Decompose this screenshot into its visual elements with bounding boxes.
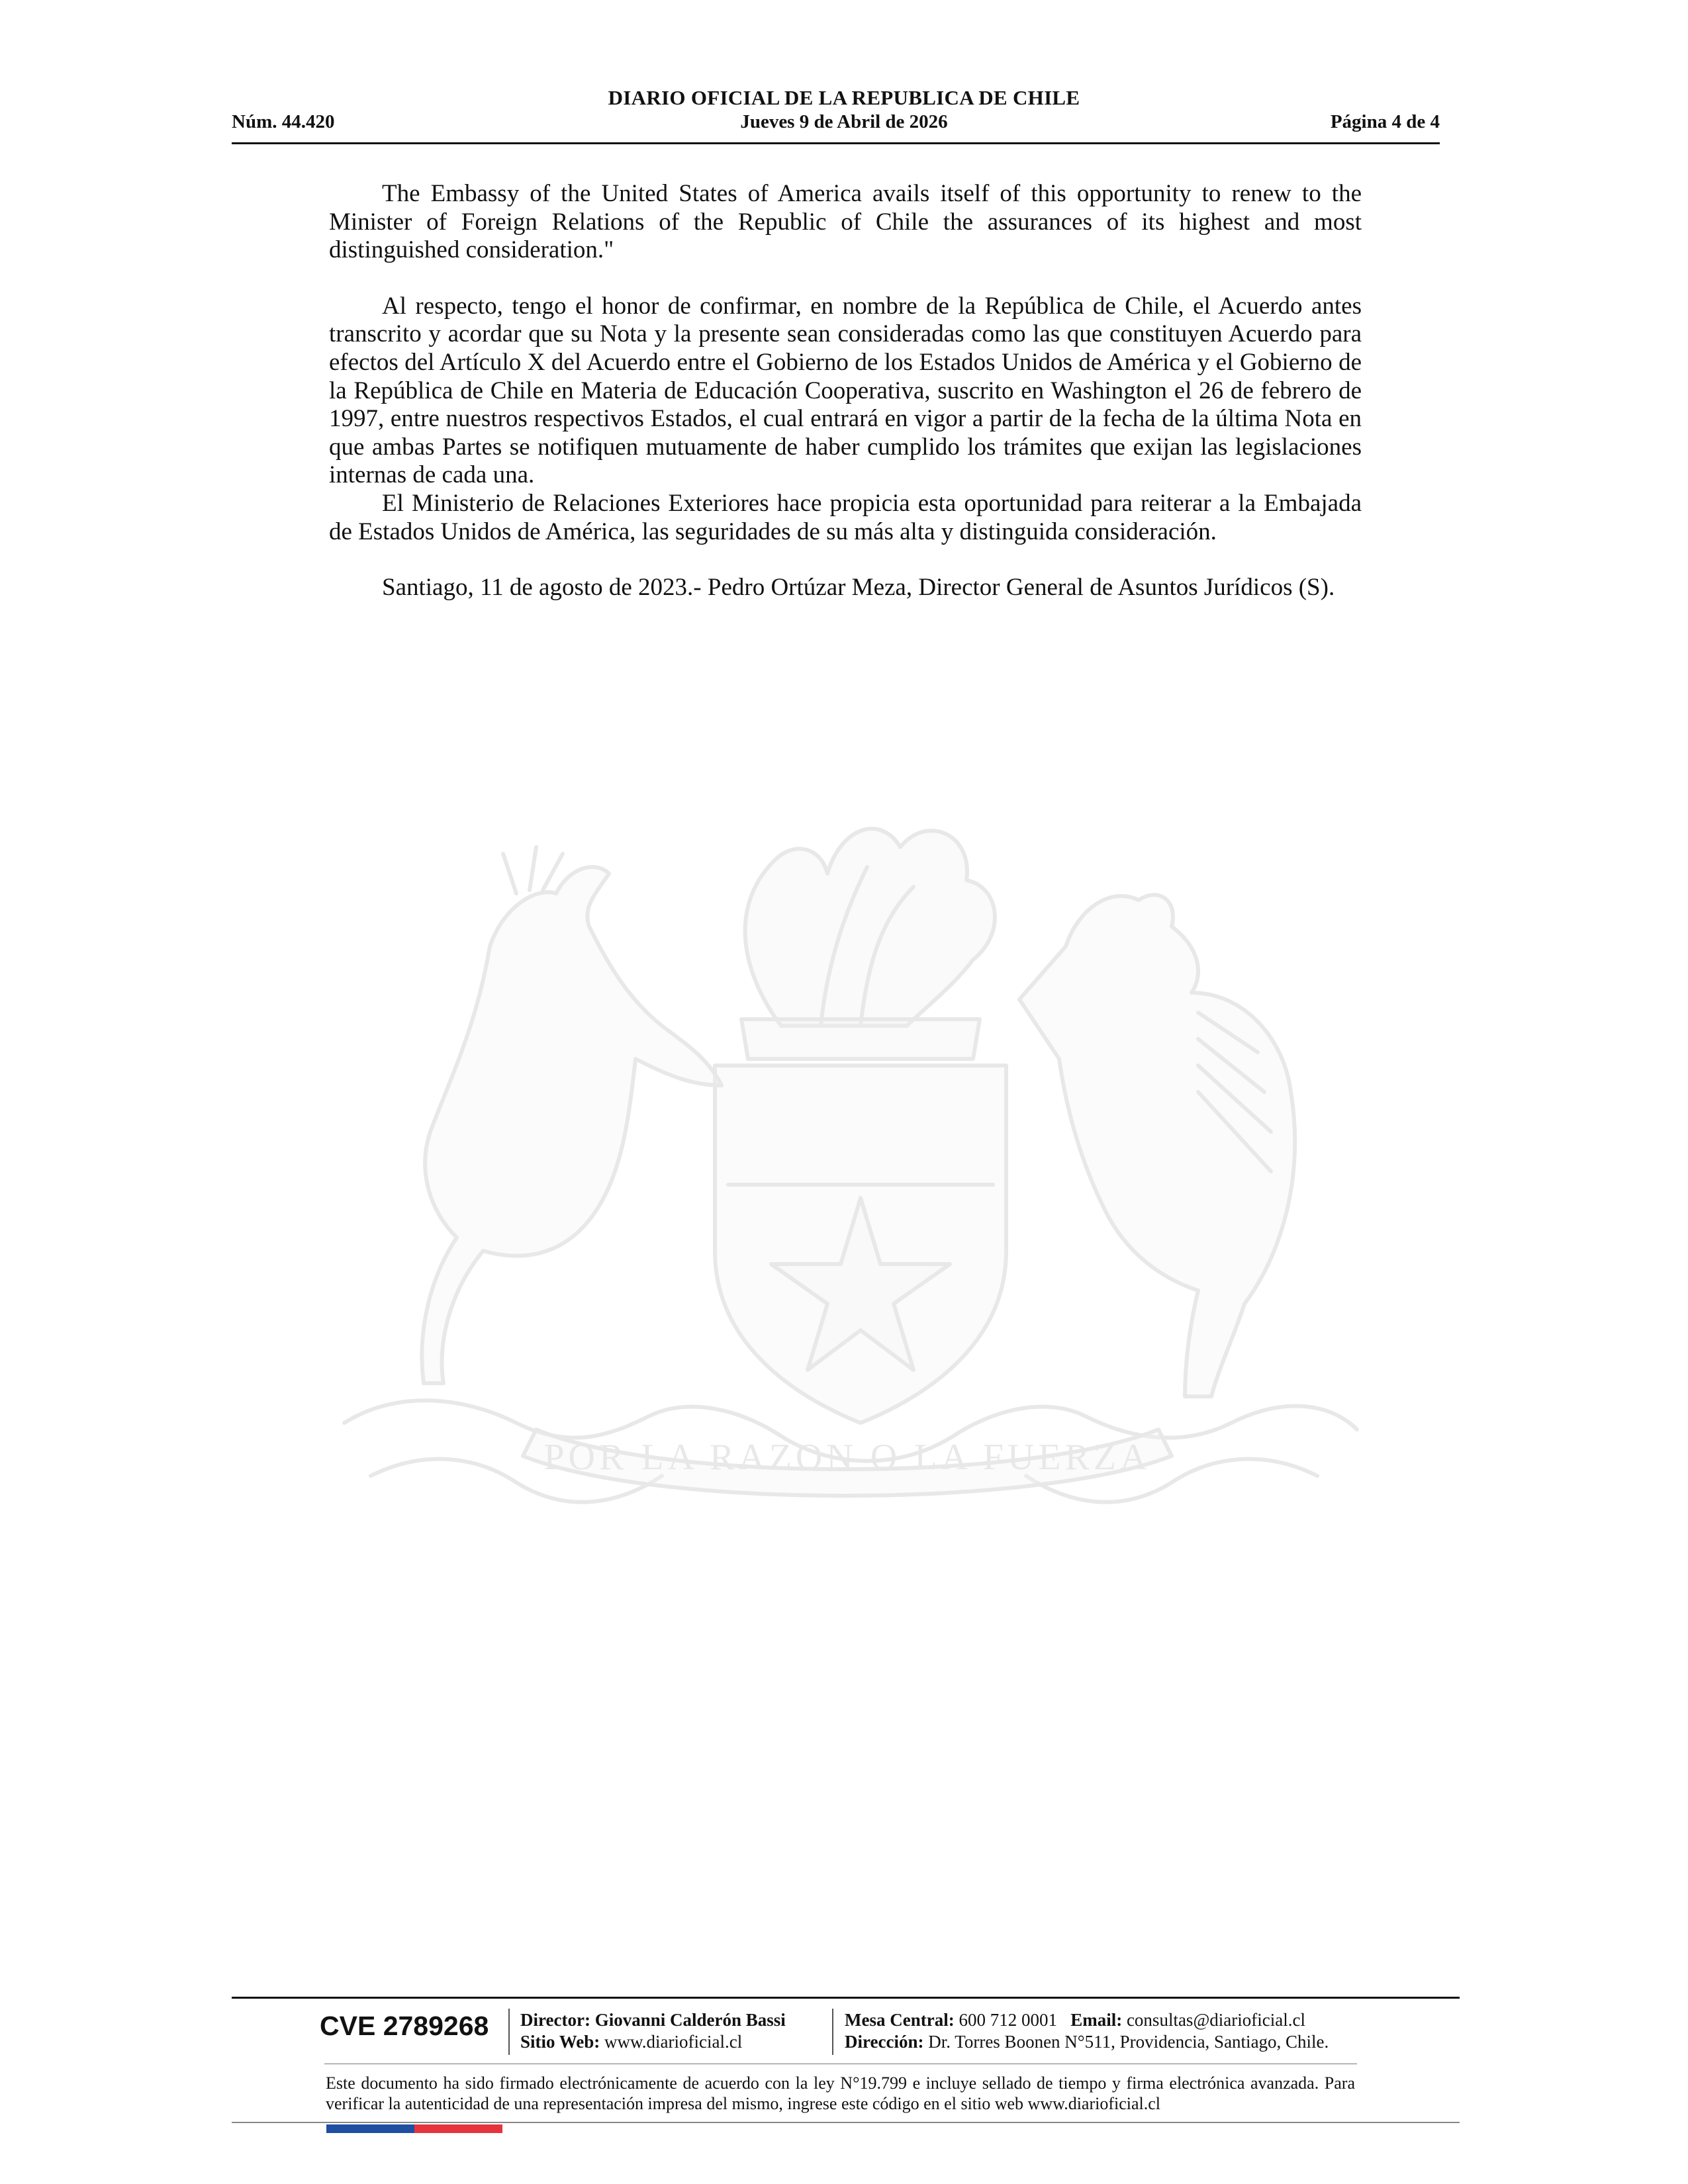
director-name: Giovanni Calderón Bassi	[594, 2010, 786, 2030]
paragraph-signature: Santiago, 11 de agosto de 2023.- Pedro Ortúzar Meza, Director General de Asuntos Jurídicos (S).	[382, 574, 1335, 602]
email-label: Email:	[1070, 2010, 1123, 2030]
footer-director-block	[520, 2009, 786, 2053]
email-address[interactable]: consultas@diarioficial.cl	[1126, 2010, 1305, 2030]
footer-bottom-divider	[232, 2122, 1460, 2123]
flag-stripe-blue	[326, 2124, 414, 2133]
mesa-phone: 600 712 0001	[959, 2010, 1057, 2030]
coat-of-arms-motto: POR LA RAZON O LA FUERZA	[543, 1437, 1151, 1478]
footer-separator	[508, 2009, 510, 2055]
flag-stripe-red	[414, 2124, 502, 2133]
newspaper-title: DIARIO OFICIAL DE LA REPUBLICA DE CHILE	[608, 86, 1080, 109]
chile-coat-of-arms-icon	[318, 774, 1370, 1535]
address-label: Dirección:	[845, 2032, 924, 2052]
paragraph-ministry-closing: El Ministerio de Relaciones Exteriores hace propicia esta oportunidad para reiterar a la Embajada de Estados Unidos de América, las seguridades de su más alta y distinguida consideración.	[329, 489, 1362, 545]
paragraph-embassy-closing: The Embassy of the United States of America avails itself of this opportunity to renew to the Minister of Foreign Relations of the Republic of Chile the assurances of its highest and most distinguished consideration."	[329, 180, 1362, 264]
footer-separator	[832, 2009, 833, 2055]
address-value: Dr. Torres Boonen N°511, Providencia, Santiago, Chile.	[928, 2032, 1329, 2052]
site-label: Sitio Web:	[520, 2032, 600, 2052]
page-indicator: Página 4 de 4	[1330, 111, 1440, 132]
mesa-label: Mesa Central:	[845, 2010, 955, 2030]
site-url[interactable]: www.diarioficial.cl	[604, 2032, 743, 2052]
document-body	[329, 180, 1362, 602]
electronic-signature-notice: Este documento ha sido firmado electrónicamente de acuerdo con la ley N°19.799 e incluye sellado de tiempo y firma electrónica avanzada. Para verificar la autenticidad de una representación impresa del mismo, ingrese este código en el sitio web www.diarioficial.cl	[326, 2073, 1355, 2113]
director-label: Director:	[520, 2010, 590, 2030]
issue-date: Jueves 9 de Abril de 2026	[740, 111, 948, 132]
footer-contact-block	[845, 2009, 1329, 2053]
issue-number: Núm. 44.420	[232, 111, 335, 132]
paragraph-confirmation: Al respecto, tengo el honor de confirmar, en nombre de la República de Chile, el Acuerdo antes transcrito y acordar que su Nota y la presente sean consideradas como las que constituyen Acuerdo para efectos del Artículo X del Acuerdo entre el Gobierno de los Estados Unidos de América y el Gobierno de la República de Chile en Materia de Educación Cooperativa, suscrito en Washington el 26 de febrero de 1997, entre nuestros respectivos Estados, el cual entrará en vigor a partir de la fecha de la última Nota en que ambas Partes se notifiquen mutuamente de haber cumplido los trámites que exijan las legislaciones internas de cada una.	[329, 292, 1362, 489]
header-divider	[232, 142, 1440, 144]
footer-top-divider	[232, 1997, 1460, 1999]
cve-code: CVE 2789268	[320, 2011, 489, 2041]
